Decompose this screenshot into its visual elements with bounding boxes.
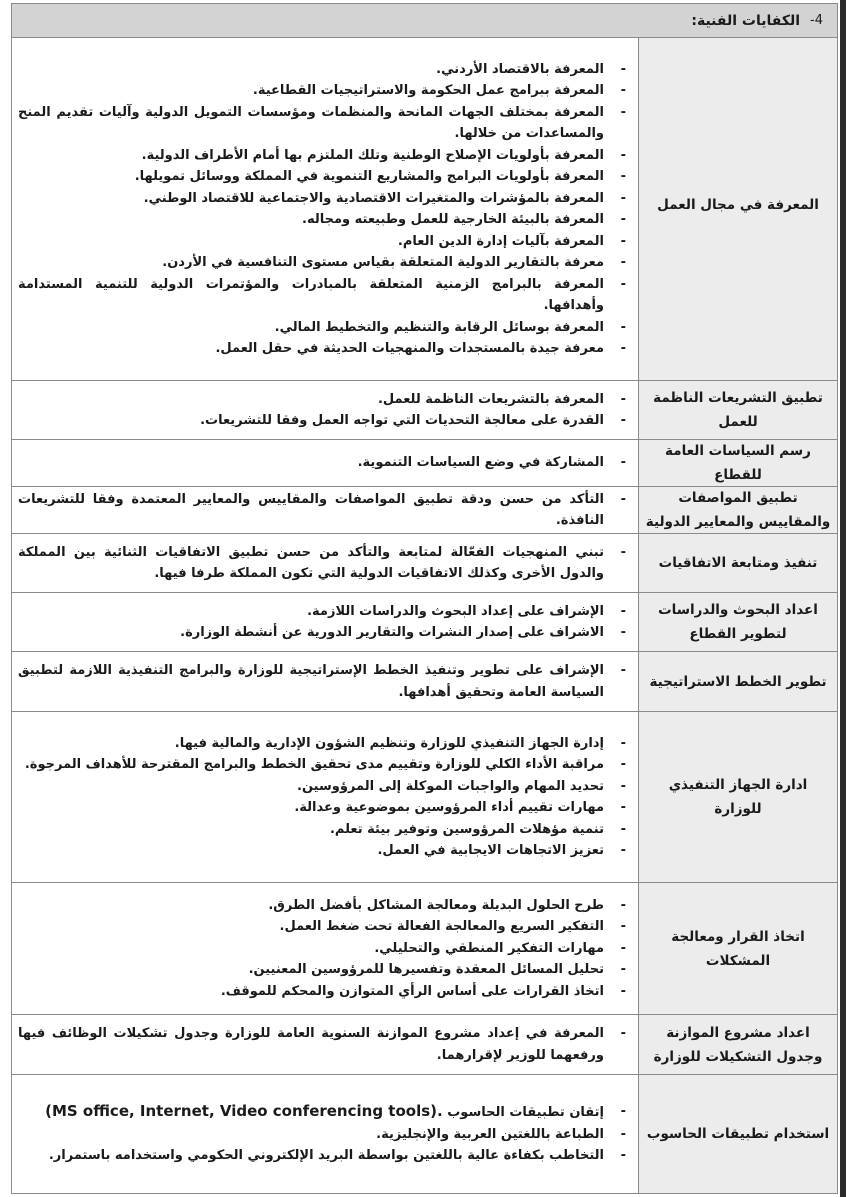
list-item-text: مراقبة الأداء الكلي للوزارة وتقييم مدى تحقيق الخطط والبرامج المقترحة للأهداف المرجوة. bbox=[24, 757, 604, 772]
list-item-text: تبني المنهجيات الفعّالة لمتابعة والتأكد من حسن تطبيق الاتفاقيات الثنائية بين المملكة والدول الأخرى وكذلك الاتفاقيات الدولية التي تكون المملكة طرفا فيها. bbox=[18, 544, 604, 581]
list-item-text: التأكد من حسن ودقة تطبيق المواصفات والمقاييس والمعايير المعتمدة وفقا للتشريعات النافذة. bbox=[18, 491, 604, 528]
competency-details bbox=[12, 381, 638, 439]
bullet-list bbox=[18, 59, 630, 360]
list-item bbox=[18, 981, 630, 1003]
dash-bullet-icon: - bbox=[620, 800, 626, 815]
list-item-text: التخاطب بكفاءة عالية باللغتين بواسطة البريد الإلكتروني الحكومي واستخدامه باستمرار. bbox=[48, 1148, 604, 1164]
dash-bullet-icon: - bbox=[620, 778, 626, 794]
dash-bullet-icon: - bbox=[620, 212, 626, 227]
dash-bullet-icon: - bbox=[620, 1148, 626, 1164]
dash-bullet-icon: - bbox=[620, 897, 626, 913]
dash-bullet-icon: - bbox=[620, 735, 626, 751]
bullet-list bbox=[18, 542, 630, 585]
bullet-list bbox=[18, 895, 630, 1003]
list-item bbox=[18, 819, 630, 841]
list-item-text: اتخاذ القرارات على أساس الرأي المتوازن والمحكم للموقف. bbox=[220, 983, 604, 999]
competency-details bbox=[12, 883, 638, 1014]
competency-details bbox=[12, 652, 638, 711]
bullet-list bbox=[18, 389, 630, 432]
dash-bullet-icon: - bbox=[620, 1026, 626, 1041]
bullet-list bbox=[18, 1101, 630, 1167]
competency-details bbox=[12, 534, 638, 592]
section-header bbox=[12, 4, 837, 38]
dash-bullet-icon: - bbox=[620, 821, 626, 837]
list-item-text: المعرفة بمختلف الجهات المانحة والمنظمات ومؤسسات التمويل الدولية وآليات تقديم المنح والمساعدات من خلالها. bbox=[18, 104, 604, 141]
list-item bbox=[18, 252, 630, 274]
competency-label: المعرفة في مجال العمل bbox=[638, 38, 837, 380]
dash-bullet-icon: - bbox=[620, 61, 626, 77]
list-item-text: المعرفة بالاقتصاد الأردني. bbox=[436, 61, 604, 77]
list-item bbox=[18, 840, 630, 862]
dash-bullet-icon: - bbox=[620, 983, 626, 999]
list-item-text: تحليل المسائل المعقدة وتفسيرها للمرؤوسين المعنيين. bbox=[248, 962, 604, 978]
list-item-text: إتقان تطبيقات الحاسوب bbox=[442, 1105, 604, 1121]
dash-bullet-icon: - bbox=[620, 83, 626, 98]
dash-bullet-icon: - bbox=[620, 1104, 626, 1120]
table-row bbox=[12, 534, 837, 593]
list-item bbox=[18, 601, 630, 623]
table-row bbox=[12, 381, 837, 440]
dash-bullet-icon: - bbox=[620, 190, 626, 206]
dash-bullet-icon: - bbox=[620, 169, 626, 184]
dash-bullet-icon: - bbox=[620, 276, 626, 292]
section-title: الكفايات الفنية: bbox=[691, 12, 801, 29]
list-item bbox=[18, 317, 630, 339]
list-item bbox=[18, 1101, 630, 1124]
list-item-text: تحديد المهام والواجبات الموكلة إلى المرؤوسين. bbox=[297, 778, 604, 794]
competency-label: اعداد البحوث والدراسات لتطوير القطاع bbox=[638, 593, 837, 651]
list-item-text: الإشراف على تطوير وتنفيذ الخطط الإستراتيجية للوزارة والبرامج التنفيذية اللازمة لتطبيق السياسة العامة وتحقيق أهدافها. bbox=[18, 663, 604, 700]
competency-details bbox=[12, 38, 638, 380]
list-item bbox=[18, 489, 630, 532]
dash-bullet-icon: - bbox=[620, 843, 626, 858]
dash-bullet-icon: - bbox=[620, 603, 626, 619]
table-row bbox=[12, 1075, 837, 1193]
dash-bullet-icon: - bbox=[620, 491, 626, 507]
competency-details bbox=[12, 440, 638, 486]
table-row bbox=[12, 883, 837, 1015]
competency-details bbox=[12, 1075, 638, 1193]
table-row bbox=[12, 487, 837, 534]
competency-label: رسم السياسات العامة للقطاع bbox=[638, 440, 837, 486]
competency-details bbox=[12, 593, 638, 651]
list-item bbox=[18, 660, 630, 703]
list-item bbox=[18, 338, 630, 360]
list-item-text: المعرفة بأولويات البرامج والمشاريع التنموية في المملكة ووسائل تمويلها. bbox=[134, 169, 604, 184]
list-item-text: المشاركة في وضع السياسات التنموية. bbox=[357, 455, 604, 471]
list-item bbox=[18, 916, 630, 938]
competency-label: تنفيذ ومتابعة الاتفاقيات bbox=[638, 534, 837, 592]
list-item-text: طرح الحلول البديلة ومعالجة المشاكل بأفضل الطرق. bbox=[268, 897, 604, 913]
list-item bbox=[18, 895, 630, 917]
list-item-text: تعزيز الاتجاهات الايجابية في العمل. bbox=[377, 843, 604, 858]
list-item-text: المعرفة في إعداد مشروع الموازنة السنوية العامة للوزارة وجدول تشكيلات الوظائف فيها ورفعهما للوزير لإقرارهما. bbox=[18, 1026, 604, 1063]
dash-bullet-icon: - bbox=[620, 455, 626, 471]
list-item bbox=[18, 389, 630, 411]
table-row bbox=[12, 593, 837, 652]
list-item bbox=[18, 410, 630, 432]
competency-label: استخدام تطبيقات الحاسوب bbox=[638, 1075, 837, 1193]
competency-details bbox=[12, 1015, 638, 1074]
dash-bullet-icon: - bbox=[620, 962, 626, 978]
list-item bbox=[18, 754, 630, 776]
list-item bbox=[18, 1023, 630, 1066]
dash-bullet-icon: - bbox=[620, 663, 626, 678]
section-number: 4- bbox=[810, 13, 823, 28]
list-item-text: المعرفة بالتشريعات الناظمة للعمل. bbox=[377, 391, 604, 407]
list-item bbox=[18, 166, 630, 188]
competency-label: تطوير الخطط الاستراتيجية bbox=[638, 652, 837, 711]
list-item bbox=[18, 274, 630, 317]
list-item-text: المعرفة بوسائل الرقابة والتنظيم والتخطيط المالي. bbox=[274, 319, 604, 335]
dash-bullet-icon: - bbox=[620, 919, 626, 935]
table-body bbox=[12, 38, 837, 1193]
bullet-list bbox=[18, 452, 630, 474]
dash-bullet-icon: - bbox=[620, 341, 626, 356]
list-item-text: معرفة بالتقارير الدولية المتعلقة بقياس مستوى التنافسية في الأردن. bbox=[162, 255, 604, 270]
list-item bbox=[18, 231, 630, 253]
list-item-text: المعرفة بأولويات الإصلاح الوطنية وتلك الملتزم بها أمام الأطراف الدولية. bbox=[141, 147, 604, 163]
list-item bbox=[18, 80, 630, 102]
dash-bullet-icon: - bbox=[620, 147, 626, 163]
list-item-text: الإشراف على إعداد البحوث والدراسات اللازمة. bbox=[307, 603, 604, 619]
dash-bullet-icon: - bbox=[620, 1126, 626, 1142]
dash-bullet-icon: - bbox=[620, 104, 626, 120]
competency-details bbox=[12, 712, 638, 882]
dash-bullet-icon: - bbox=[620, 544, 626, 560]
competency-label: تطبيق التشريعات الناظمة للعمل bbox=[638, 381, 837, 439]
table-row bbox=[12, 712, 837, 883]
list-item bbox=[18, 145, 630, 167]
competency-label: اعداد مشروع الموازنة وجدول التشكيلات للوزارة bbox=[638, 1015, 837, 1074]
list-item bbox=[18, 733, 630, 755]
dash-bullet-icon: - bbox=[620, 625, 626, 640]
list-item bbox=[18, 776, 630, 798]
list-item-text: التفكير السريع والمعالجة الفعالة تحت ضغط العمل. bbox=[279, 919, 604, 935]
dash-bullet-icon: - bbox=[620, 940, 626, 956]
list-item bbox=[18, 102, 630, 145]
bullet-list bbox=[18, 660, 630, 703]
list-item bbox=[18, 622, 630, 644]
list-item bbox=[18, 1145, 630, 1167]
list-item-text: معرفة جيدة بالمستجدات والمنهجيات الحديثة في حقل العمل. bbox=[215, 341, 604, 356]
dash-bullet-icon: - bbox=[620, 413, 626, 428]
list-item-text: المعرفة بآليات إدارة الدين العام. bbox=[397, 233, 604, 249]
list-item-text: المعرفة بالبرامج الزمنية المتعلقة بالمبادرات والمؤتمرات الدولية للتنمية المستدامة وأهدافها. bbox=[18, 276, 604, 313]
list-item bbox=[18, 59, 630, 81]
bullet-list bbox=[18, 1023, 630, 1066]
list-item-text: مهارات تقييم أداء المرؤوسين بموضوعية وعدالة. bbox=[294, 800, 604, 815]
dash-bullet-icon: - bbox=[620, 391, 626, 407]
list-item-text: تنمية مؤهلات المرؤوسين وتوفير بيئة تعلم. bbox=[329, 821, 604, 837]
list-item-text: إدارة الجهاز التنفيذي للوزارة وتنظيم الشؤون الإدارية والمالية فيها. bbox=[174, 735, 604, 751]
table-row bbox=[12, 652, 837, 712]
list-item-text: المعرفة ببرامج عمل الحكومة والاستراتيجيات القطاعية. bbox=[252, 83, 604, 98]
list-item bbox=[18, 452, 630, 474]
competencies-table bbox=[11, 3, 838, 1194]
page-edge-bar bbox=[840, 0, 846, 1197]
list-item bbox=[18, 938, 630, 960]
list-item bbox=[18, 959, 630, 981]
dash-bullet-icon: - bbox=[620, 233, 626, 249]
list-item-text: القدرة على معالجة التحديات التي تواجه العمل وفقا للتشريعات. bbox=[200, 413, 604, 428]
list-item-text: الطباعة باللغتين العربية والإنجليزية. bbox=[376, 1126, 604, 1142]
competency-details bbox=[12, 487, 638, 533]
competency-label: اتخاذ القرار ومعالجة المشكلات bbox=[638, 883, 837, 1014]
bullet-list bbox=[18, 733, 630, 862]
list-item-text: المعرفة بالبيئة الخارجية للعمل وطبيعته ومجاله. bbox=[302, 212, 604, 227]
list-item-text: المعرفة بالمؤشرات والمتغيرات الاقتصادية والاجتماعية للاقتصاد الوطني. bbox=[143, 190, 604, 206]
list-item-english-text: (MS office, Internet, Video conferencing tools). bbox=[45, 1102, 443, 1121]
list-item bbox=[18, 209, 630, 231]
table-row bbox=[12, 440, 837, 487]
list-item bbox=[18, 797, 630, 819]
list-item-text: الاشراف على إصدار النشرات والتقارير الدورية عن أنشطة الوزارة. bbox=[180, 625, 604, 640]
list-item-text: مهارات التفكير المنطقي والتحليلي. bbox=[374, 940, 604, 956]
bullet-list bbox=[18, 489, 630, 532]
list-item bbox=[18, 188, 630, 210]
dash-bullet-icon: - bbox=[620, 319, 626, 335]
list-item bbox=[18, 1124, 630, 1146]
dash-bullet-icon: - bbox=[620, 757, 626, 772]
competency-label: ادارة الجهاز التنفيذي للوزارة bbox=[638, 712, 837, 882]
competency-label: تطبيق المواصفات والمقاييس والمعايير الدولية bbox=[638, 487, 837, 533]
bullet-list bbox=[18, 601, 630, 644]
list-item bbox=[18, 542, 630, 585]
dash-bullet-icon: - bbox=[620, 255, 626, 270]
table-row bbox=[12, 1015, 837, 1075]
table-row bbox=[12, 38, 837, 381]
